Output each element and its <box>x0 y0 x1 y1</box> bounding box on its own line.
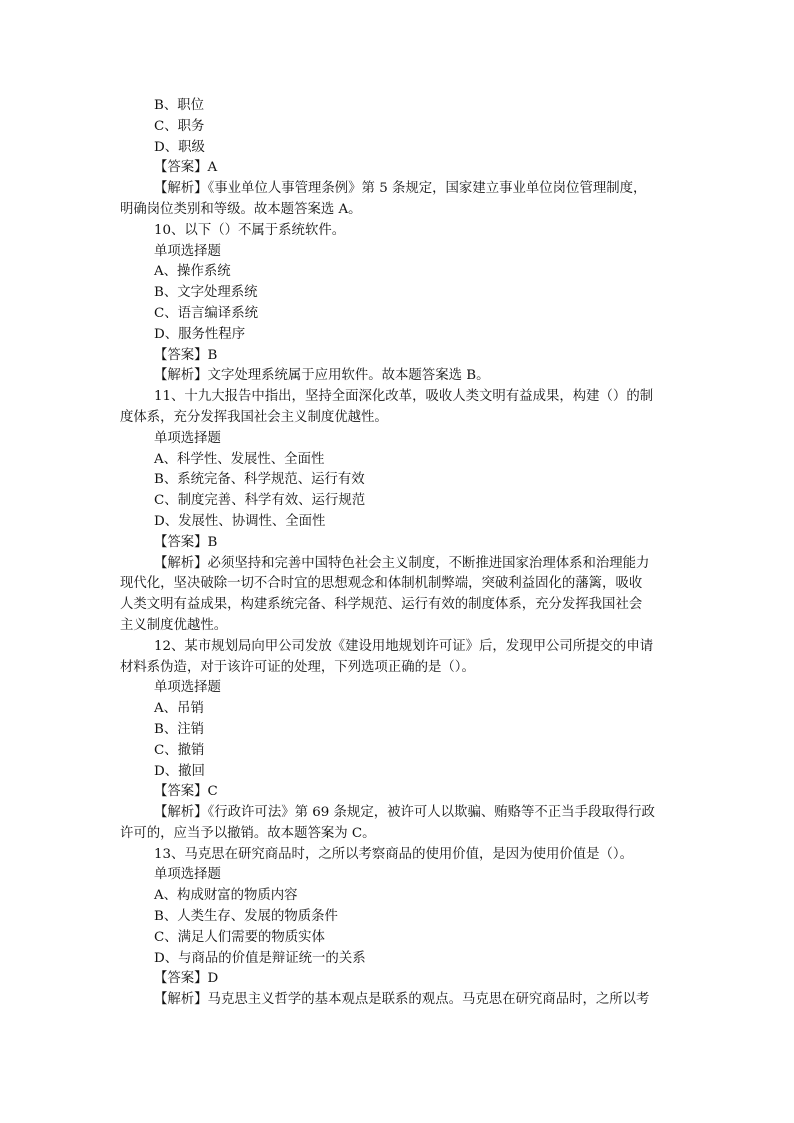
question-type: 单项选择题 <box>154 680 221 696</box>
option-b: B、人类生存、发展的物质条件 <box>154 909 338 925</box>
question-type: 单项选择题 <box>154 243 221 259</box>
question-stem: 材料系伪造，对于该许可证的处理，下列选项正确的是（）。 <box>120 659 475 675</box>
option-a: A、吊销 <box>154 701 204 717</box>
answer: 【答案】B <box>154 347 218 363</box>
analysis-line: 【解析】文字处理系统属于应用软件。故本题答案选 B。 <box>154 368 490 384</box>
option-b: B、文字处理系统 <box>154 285 258 301</box>
question-stem: 度体系，充分发挥我国社会主义制度优越性。 <box>120 409 388 425</box>
option-b: B、系统完备、科学规范、运行有效 <box>154 472 365 488</box>
option-c: C、撤销 <box>154 742 205 758</box>
option-d: D、撤回 <box>154 763 205 779</box>
answer: 【答案】C <box>154 784 218 800</box>
option-c: C、满足人们需要的物质实体 <box>154 929 325 945</box>
analysis-line: 【解析】《行政许可法》第 69 条规定，被许可人以欺骗、贿赂等不正当手段取得行政 <box>154 805 655 821</box>
option-d: D、职级 <box>154 139 205 155</box>
analysis-line: 许可的，应当予以撤销。故本题答案为 C。 <box>120 825 376 841</box>
analysis-line: 【解析】马克思主义哲学的基本观点是联系的观点。马克思在研究商品时，之所以考 <box>154 992 650 1008</box>
analysis-line: 【解析】必须坚持和完善中国特色社会主义制度，不断推进国家治理体系和治理能力 <box>154 555 650 571</box>
analysis-line: 【解析】《事业单位人事管理条例》第 5 条规定，国家建立事业单位岗位管理制度， <box>154 181 647 197</box>
option-a: A、构成财富的物质内容 <box>154 888 298 904</box>
option-d: D、与商品的价值是辩证统一的关系 <box>154 950 366 966</box>
question-stem: 13、马克思在研究商品时，之所以考察商品的使用价值，是因为使用价值是（）。 <box>154 846 634 862</box>
answer: 【答案】A <box>154 160 218 176</box>
question-type: 单项选择题 <box>154 867 221 883</box>
question-stem: 12、某市规划局向甲公司发放《建设用地规划许可证》后，发现甲公司所提交的申请 <box>154 638 654 654</box>
option-b: B、注销 <box>154 721 205 737</box>
analysis-line: 现代化，坚决破除一切不合时宜的思想观念和体制机制弊端，突破利益固化的藩篱，吸收 <box>120 576 643 592</box>
option-a: A、科学性、发展性、全面性 <box>154 451 325 467</box>
analysis-line: 人类文明有益成果，构建系统完备、科学规范、运行有效的制度体系，充分发挥我国社会 <box>120 597 643 613</box>
question-type: 单项选择题 <box>154 430 221 446</box>
analysis-line: 明确岗位类别和等级。故本题答案选 A。 <box>120 201 362 217</box>
answer: 【答案】B <box>154 534 218 550</box>
option-d: D、发展性、协调性、全面性 <box>154 513 326 529</box>
option-c: C、制度完善、科学有效、运行规范 <box>154 493 366 509</box>
option-c: C、职务 <box>154 118 205 134</box>
analysis-line: 主义制度优越性。 <box>120 617 228 633</box>
option-a: A、操作系统 <box>154 264 231 280</box>
option-c: C、语言编译系统 <box>154 305 258 321</box>
option-d: D、服务性程序 <box>154 326 246 342</box>
option-b: B、职位 <box>154 98 205 113</box>
answer: 【答案】D <box>154 971 219 987</box>
question-stem: 10、以下（）不属于系统软件。 <box>154 222 346 238</box>
question-stem: 11、十九大报告中指出，坚持全面深化改革，吸收人类文明有益成果，构建（）的制 <box>154 389 654 405</box>
